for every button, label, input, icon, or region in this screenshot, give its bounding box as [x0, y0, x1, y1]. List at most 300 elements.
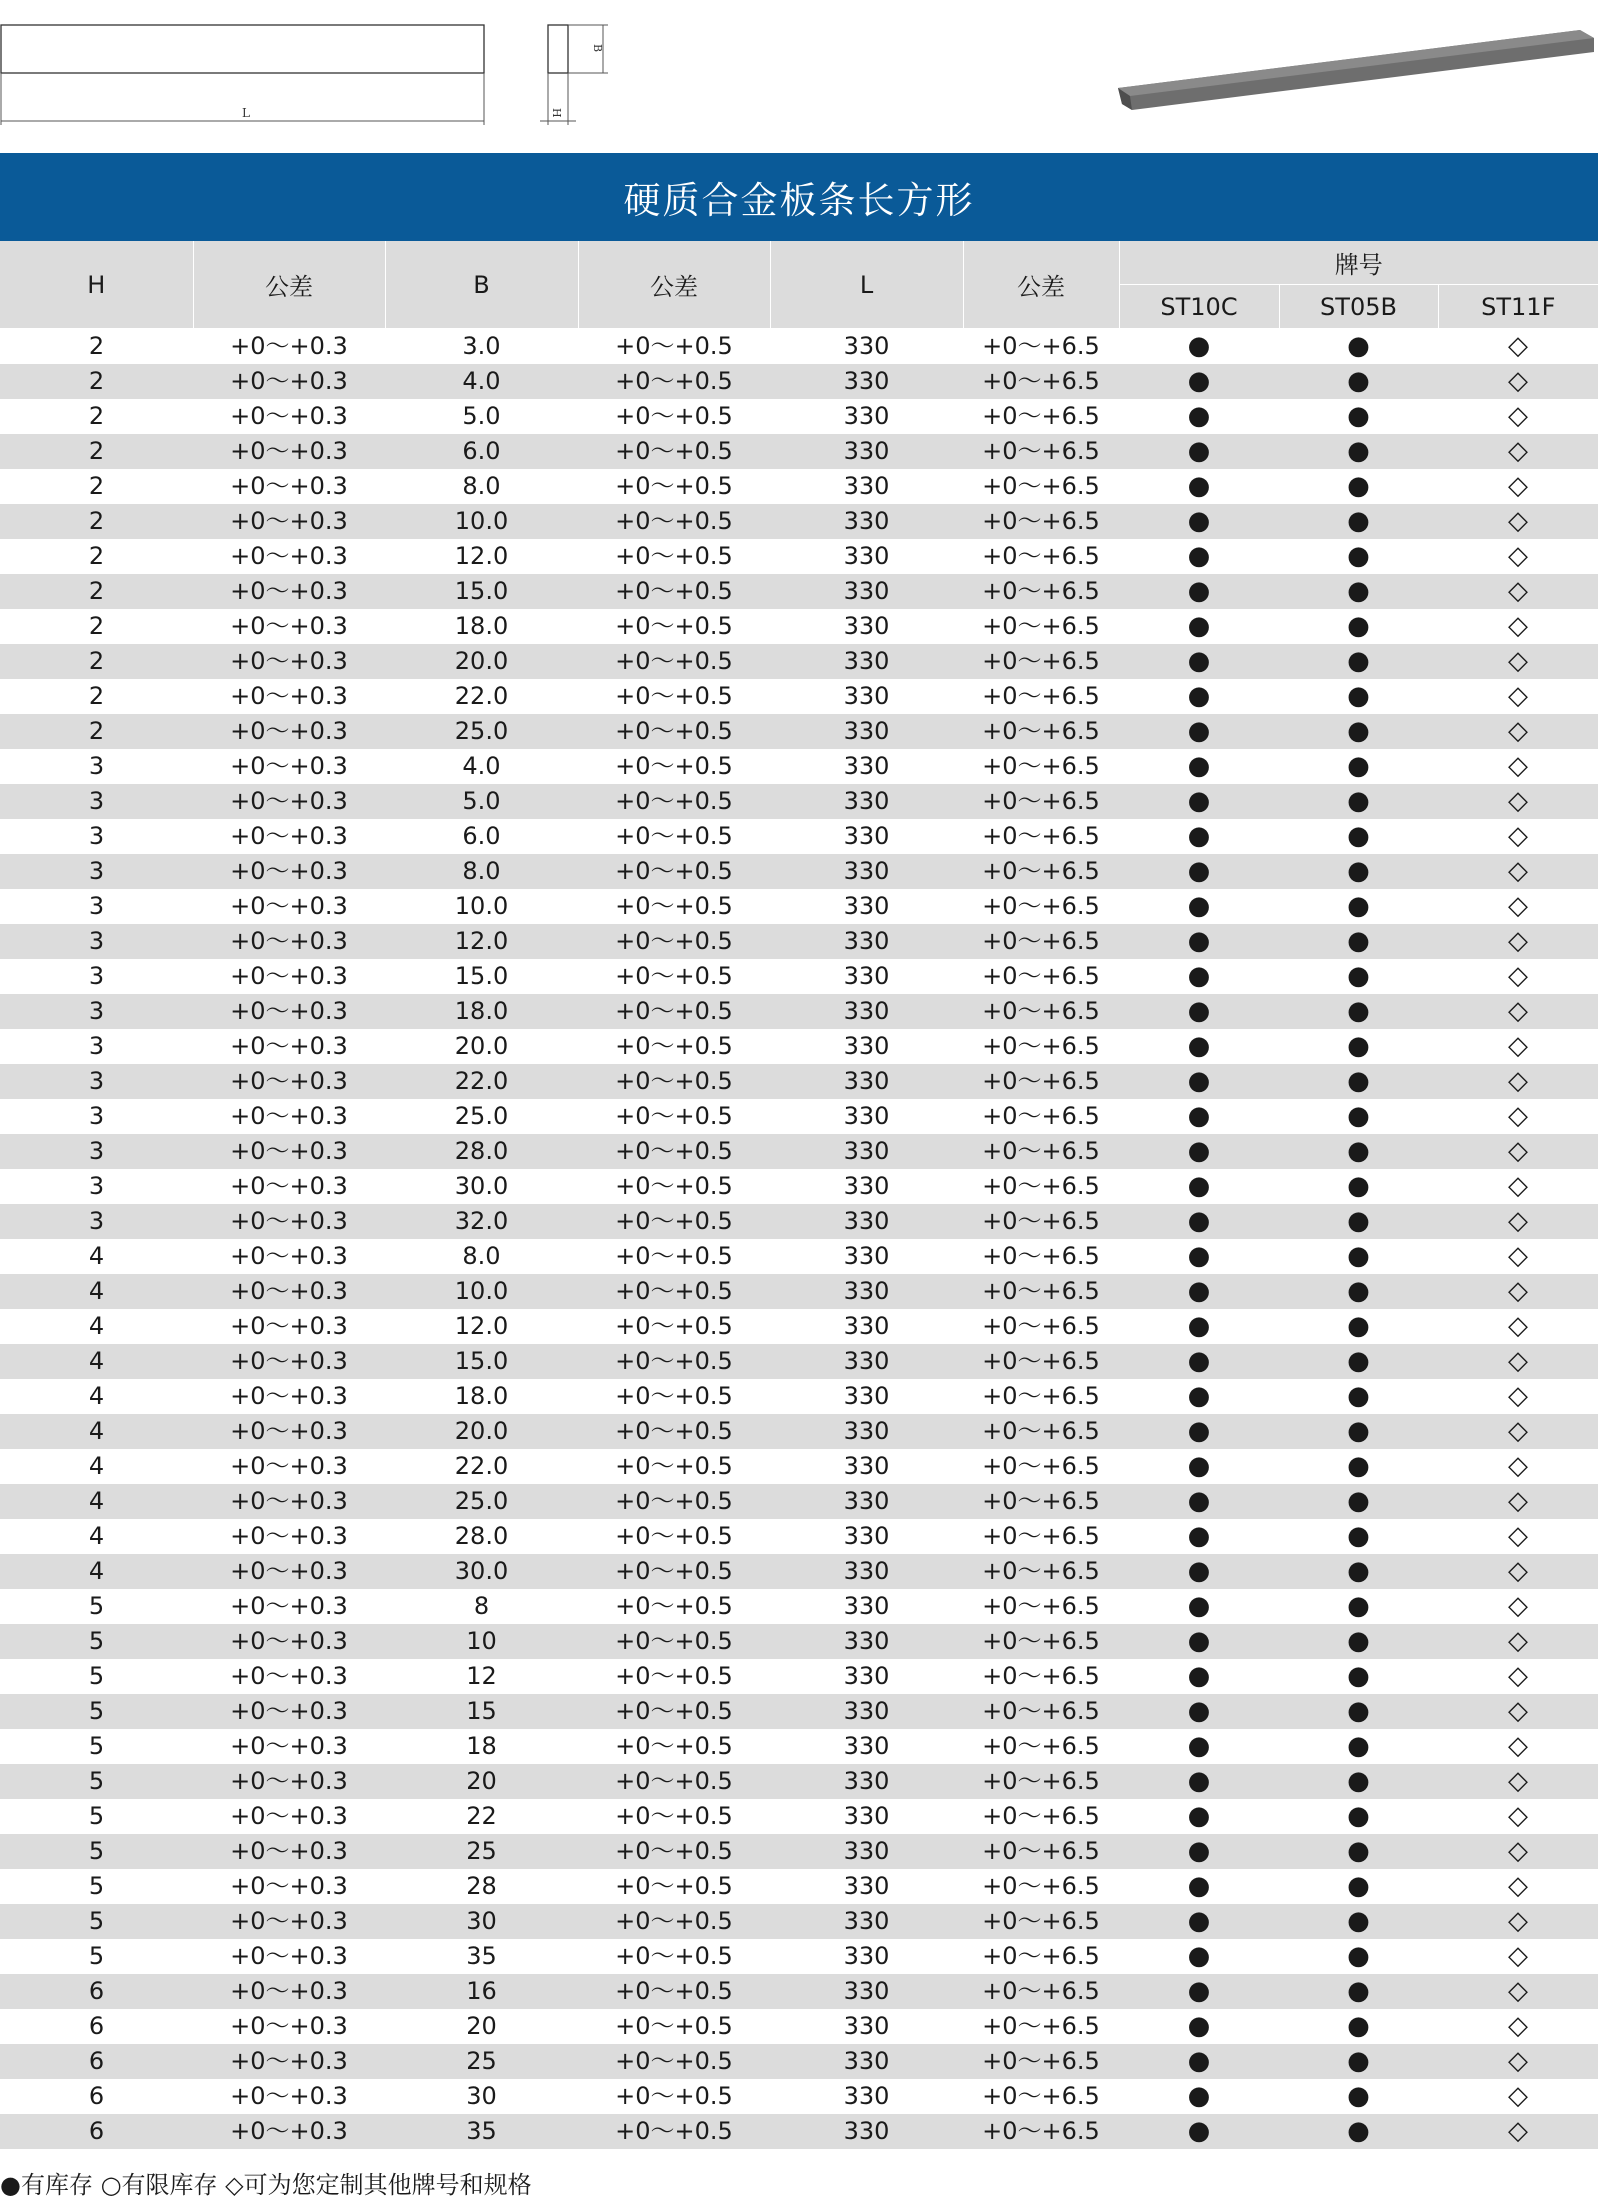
- cell-tolerance-b: +0～+0.5: [578, 714, 770, 749]
- cell-h: 5: [88, 1872, 105, 1900]
- cell-h: 3: [0, 854, 193, 889]
- cell-st10c: ●: [1119, 644, 1279, 679]
- cell-l: 330: [843, 1102, 890, 1130]
- cell-tolerance-h: +0～+0.3: [193, 1834, 385, 1869]
- cell-st10c: ●: [1119, 1624, 1279, 1659]
- cell-h: 5: [88, 1592, 105, 1620]
- cell-l: 330: [843, 402, 890, 430]
- cell-tolerance-h: +0～+0.3: [230, 332, 348, 360]
- cell-st05b: ●: [1279, 1834, 1438, 1869]
- table-row: [0, 2079, 1598, 2114]
- label-B: B: [591, 44, 604, 53]
- cell-tolerance-h: +0～+0.3: [230, 1872, 348, 1900]
- cell-st11f: ◇: [1438, 1694, 1598, 1729]
- cell-st10c: ●: [1187, 471, 1211, 501]
- cell-st05b: ●: [1279, 2044, 1438, 2079]
- cell-b: 30: [466, 2082, 497, 2110]
- cell-st10c: ●: [1119, 434, 1279, 469]
- cell-tolerance-b: +0～+0.5: [615, 822, 733, 850]
- cell-h: 5: [0, 1904, 193, 1939]
- cell-st05b: ●: [1347, 611, 1370, 641]
- table-row: [0, 1029, 1598, 1064]
- cell-st10c: ●: [1119, 1764, 1279, 1799]
- cell-st10c: ●: [1187, 1311, 1211, 1341]
- cell-st05b: ●: [1279, 364, 1438, 399]
- cell-l: 330: [843, 1942, 890, 1970]
- cell-tolerance-l: +0～+6.5: [982, 1802, 1100, 1830]
- cell-st05b: ●: [1347, 1521, 1370, 1551]
- cell-tolerance-b: +0～+0.5: [578, 364, 770, 399]
- cell-tolerance-h: +0～+0.3: [230, 1102, 348, 1130]
- cell-l: 330: [843, 1172, 890, 1200]
- cell-l: 330: [843, 2012, 890, 2040]
- cell-tolerance-h: +0～+0.3: [230, 752, 348, 780]
- cell-l: 330: [843, 542, 890, 570]
- cell-tolerance-h: +0～+0.3: [193, 1204, 385, 1239]
- cell-h: 5: [88, 1802, 105, 1830]
- cell-st10c: ●: [1119, 2044, 1279, 2079]
- table-row: [0, 399, 1598, 434]
- table-row: [0, 1974, 1598, 2009]
- cell-st05b: ●: [1279, 1134, 1438, 1169]
- cell-tolerance-h: +0～+0.3: [193, 1694, 385, 1729]
- cell-tolerance-l: +0～+6.5: [963, 994, 1119, 1029]
- cell-l: 330: [843, 752, 890, 780]
- cell-st11f: ◇: [1438, 1344, 1598, 1379]
- cell-h: 4: [88, 1242, 105, 1270]
- bar-side-view: [548, 25, 568, 73]
- cell-tolerance-h: +0～+0.3: [230, 542, 348, 570]
- cell-tolerance-l: +0～+6.5: [982, 542, 1100, 570]
- cell-tolerance-b: +0～+0.5: [615, 892, 733, 920]
- cell-tolerance-h: +0～+0.3: [193, 1274, 385, 1309]
- cell-st05b: ●: [1347, 331, 1370, 361]
- cell-st10c: ●: [1119, 1274, 1279, 1309]
- cell-l: 330: [843, 682, 890, 710]
- cell-tolerance-b: +0～+0.5: [615, 1312, 733, 1340]
- cell-tolerance-h: +0～+0.3: [193, 504, 385, 539]
- cell-l: 330: [843, 1382, 890, 1410]
- cell-tolerance-l: +0～+6.5: [982, 962, 1100, 990]
- cell-tolerance-b: +0～+0.5: [578, 1344, 770, 1379]
- cell-tolerance-h: +0～+0.3: [193, 644, 385, 679]
- cell-tolerance-h: +0～+0.3: [230, 1662, 348, 1690]
- cell-tolerance-b: +0～+0.5: [615, 1872, 733, 1900]
- cell-tolerance-l: +0～+6.5: [963, 1274, 1119, 1309]
- cell-b: 20.0: [385, 1414, 578, 1449]
- table-row: [0, 1554, 1598, 1589]
- table-row: [0, 1764, 1598, 1799]
- cell-st05b: ●: [1279, 1624, 1438, 1659]
- cell-b: 25: [385, 2044, 578, 2079]
- cell-tolerance-b: +0～+0.5: [578, 434, 770, 469]
- table-row: [0, 1834, 1598, 1869]
- cell-tolerance-l: +0～+6.5: [982, 2082, 1100, 2110]
- cell-tolerance-l: +0～+6.5: [963, 784, 1119, 819]
- cell-b: 20: [385, 1764, 578, 1799]
- cell-tolerance-b: +0～+0.5: [578, 1274, 770, 1309]
- cell-st05b: ●: [1347, 1661, 1370, 1691]
- cell-tolerance-l: +0～+6.5: [963, 1834, 1119, 1869]
- cell-st05b: ●: [1347, 821, 1370, 851]
- cell-st05b: ●: [1347, 1241, 1370, 1271]
- cell-tolerance-h: +0～+0.3: [193, 854, 385, 889]
- cell-st11f: ◇: [1508, 541, 1529, 571]
- cell-b: 12: [466, 1662, 497, 1690]
- cell-tolerance-b: +0～+0.5: [578, 2044, 770, 2079]
- cell-tolerance-l: +0～+6.5: [963, 1064, 1119, 1099]
- cell-l: 330: [770, 1974, 963, 2009]
- cell-tolerance-l: +0～+6.5: [982, 1242, 1100, 1270]
- cell-st05b: ●: [1347, 961, 1370, 991]
- cell-tolerance-l: +0～+6.5: [963, 434, 1119, 469]
- cell-b: 8: [473, 1592, 490, 1620]
- table-row: [0, 329, 1598, 365]
- cell-st11f: ◇: [1438, 2044, 1598, 2079]
- header-tolerance-l: 公差: [963, 241, 1119, 329]
- cell-tolerance-l: +0～+6.5: [982, 1102, 1100, 1130]
- cell-b: 30: [385, 1904, 578, 1939]
- cell-st10c: ●: [1119, 2114, 1279, 2149]
- cell-st11f: ◇: [1508, 1521, 1529, 1551]
- cell-st11f: ◇: [1438, 1974, 1598, 2009]
- cell-tolerance-l: +0～+6.5: [963, 504, 1119, 539]
- cell-tolerance-l: +0～+6.5: [982, 1522, 1100, 1550]
- cell-l: 330: [843, 1732, 890, 1760]
- cell-tolerance-h: +0～+0.3: [230, 1732, 348, 1760]
- cell-tolerance-b: +0～+0.5: [615, 752, 733, 780]
- cell-b: 18.0: [385, 994, 578, 1029]
- cell-tolerance-h: +0～+0.3: [193, 434, 385, 469]
- table-row: [0, 1519, 1598, 1554]
- cell-b: 10: [385, 1624, 578, 1659]
- cell-st05b: ●: [1347, 1171, 1370, 1201]
- cell-st11f: ◇: [1438, 2114, 1598, 2149]
- cell-st10c: ●: [1119, 1974, 1279, 2009]
- cell-tolerance-l: +0～+6.5: [982, 1732, 1100, 1760]
- cell-st10c: ●: [1119, 994, 1279, 1029]
- cell-st11f: ◇: [1438, 364, 1598, 399]
- header-grade-st11f: ST11F: [1438, 285, 1598, 329]
- cell-tolerance-b: +0～+0.5: [578, 1834, 770, 1869]
- cell-st05b: ●: [1279, 854, 1438, 889]
- cell-st10c: ●: [1187, 1381, 1211, 1411]
- cell-tolerance-b: +0～+0.5: [578, 1974, 770, 2009]
- table-row: [0, 959, 1598, 994]
- cell-l: 330: [770, 364, 963, 399]
- cell-tolerance-b: +0～+0.5: [578, 1064, 770, 1099]
- cell-st05b: ●: [1279, 924, 1438, 959]
- cell-h: 2: [0, 644, 193, 679]
- cell-b: 15.0: [454, 962, 509, 990]
- cell-st05b: ●: [1347, 891, 1370, 921]
- cell-st05b: ●: [1347, 2011, 1370, 2041]
- cell-b: 25.0: [454, 1102, 509, 1130]
- cell-tolerance-h: +0～+0.3: [193, 1484, 385, 1519]
- cell-st11f: ◇: [1508, 1311, 1529, 1341]
- cell-tolerance-l: +0～+6.5: [963, 1414, 1119, 1449]
- cell-st05b: ●: [1347, 1731, 1370, 1761]
- cell-b: 4.0: [385, 364, 578, 399]
- table-row: [0, 994, 1598, 1029]
- cell-st05b: ●: [1279, 1344, 1438, 1379]
- cell-st10c: ●: [1187, 401, 1211, 431]
- cell-st11f: ◇: [1438, 1554, 1598, 1589]
- cell-b: 5.0: [385, 784, 578, 819]
- table-row: [0, 539, 1598, 574]
- cell-st10c: ●: [1187, 681, 1211, 711]
- cell-st05b: ●: [1347, 681, 1370, 711]
- cell-l: 330: [770, 574, 963, 609]
- cell-b: 4.0: [462, 752, 501, 780]
- cell-h: 4: [0, 1344, 193, 1379]
- cell-st10c: ●: [1187, 961, 1211, 991]
- cell-st10c: ●: [1187, 1731, 1211, 1761]
- cell-h: 2: [0, 434, 193, 469]
- cell-h: 2: [88, 542, 105, 570]
- cell-tolerance-b: +0～+0.5: [615, 1522, 733, 1550]
- cell-st11f: ◇: [1438, 994, 1598, 1029]
- cell-l: 330: [770, 854, 963, 889]
- cell-l: 330: [843, 1872, 890, 1900]
- cell-st11f: ◇: [1438, 504, 1598, 539]
- cell-tolerance-l: +0～+6.5: [963, 1344, 1119, 1379]
- cell-tolerance-l: +0～+6.5: [963, 2044, 1119, 2079]
- cell-st11f: ◇: [1438, 1204, 1598, 1239]
- cell-tolerance-h: +0～+0.3: [230, 962, 348, 990]
- table-row: [0, 1729, 1598, 1764]
- cell-tolerance-b: +0～+0.5: [578, 994, 770, 1029]
- cell-h: 3: [0, 1064, 193, 1099]
- cell-st05b: ●: [1279, 1764, 1438, 1799]
- cell-st10c: ●: [1187, 1591, 1211, 1621]
- cell-l: 330: [770, 1554, 963, 1589]
- cell-h: 4: [88, 1382, 105, 1410]
- cell-st11f: ◇: [1508, 1381, 1529, 1411]
- cell-b: 18.0: [454, 1382, 509, 1410]
- cell-st10c: ●: [1187, 1941, 1211, 1971]
- cell-st10c: ●: [1187, 331, 1211, 361]
- cell-b: 10.0: [454, 892, 509, 920]
- cell-l: 330: [843, 892, 890, 920]
- cell-h: 3: [88, 892, 105, 920]
- cell-st10c: ●: [1119, 574, 1279, 609]
- cell-st11f: ◇: [1438, 714, 1598, 749]
- cell-tolerance-l: +0～+6.5: [982, 1662, 1100, 1690]
- cell-b: 20.0: [454, 1032, 509, 1060]
- cell-tolerance-h: +0～+0.3: [230, 402, 348, 430]
- cell-h: 6: [0, 1974, 193, 2009]
- cell-st11f: ◇: [1438, 1064, 1598, 1099]
- cell-tolerance-l: +0～+6.5: [982, 612, 1100, 640]
- header-grade-st05b: ST05B: [1279, 285, 1438, 329]
- cell-st11f: ◇: [1438, 1134, 1598, 1169]
- cell-h: 6: [0, 2044, 193, 2079]
- cell-b: 8.0: [462, 1242, 501, 1270]
- cell-h: 4: [88, 1312, 105, 1340]
- cell-st05b: ●: [1347, 1381, 1370, 1411]
- cell-st05b: ●: [1279, 784, 1438, 819]
- cell-st10c: ●: [1187, 891, 1211, 921]
- table-row: [0, 1344, 1598, 1379]
- cell-st11f: ◇: [1438, 644, 1598, 679]
- cell-h: 3: [0, 924, 193, 959]
- cell-b: 22: [466, 1802, 497, 1830]
- cell-st05b: ●: [1279, 644, 1438, 679]
- cell-st11f: ◇: [1508, 891, 1529, 921]
- cell-tolerance-h: +0～+0.3: [193, 1624, 385, 1659]
- cell-st10c: ●: [1119, 924, 1279, 959]
- table-row: [0, 504, 1598, 539]
- cell-tolerance-h: +0～+0.3: [230, 1802, 348, 1830]
- cell-tolerance-b: +0～+0.5: [615, 1662, 733, 1690]
- cell-tolerance-h: +0～+0.3: [230, 1382, 348, 1410]
- table-row: [0, 714, 1598, 749]
- cell-b: 16: [385, 1974, 578, 2009]
- table-row: [0, 924, 1598, 959]
- cell-st11f: ◇: [1508, 1101, 1529, 1131]
- cell-h: 2: [0, 364, 193, 399]
- cell-tolerance-b: +0～+0.5: [578, 1904, 770, 1939]
- cell-l: 330: [843, 1662, 890, 1690]
- cell-b: 3.0: [462, 332, 501, 360]
- cell-st05b: ●: [1347, 1031, 1370, 1061]
- cell-b: 22.0: [454, 682, 509, 710]
- table-row: [0, 1904, 1598, 1939]
- cell-tolerance-l: +0～+6.5: [963, 1694, 1119, 1729]
- cell-tolerance-b: +0～+0.5: [578, 924, 770, 959]
- cell-tolerance-h: +0～+0.3: [230, 1312, 348, 1340]
- cell-tolerance-h: +0～+0.3: [230, 1032, 348, 1060]
- cell-st10c: ●: [1119, 1834, 1279, 1869]
- cell-st11f: ◇: [1508, 1031, 1529, 1061]
- cell-b: 6.0: [385, 434, 578, 469]
- cell-tolerance-h: +0～+0.3: [193, 1064, 385, 1099]
- cell-tolerance-h: +0～+0.3: [193, 2114, 385, 2149]
- cell-st10c: ●: [1119, 854, 1279, 889]
- cell-tolerance-l: +0～+6.5: [982, 752, 1100, 780]
- table-row: [0, 2114, 1598, 2149]
- cell-st05b: ●: [1347, 541, 1370, 571]
- cell-tolerance-h: +0～+0.3: [230, 892, 348, 920]
- table-row: [0, 854, 1598, 889]
- cell-tolerance-b: +0～+0.5: [615, 1592, 733, 1620]
- table-row: [0, 1169, 1598, 1204]
- cell-h: 3: [88, 1102, 105, 1130]
- cell-b: 5.0: [462, 402, 501, 430]
- cell-h: 3: [0, 994, 193, 1029]
- header-tolerance-b: 公差: [578, 241, 770, 329]
- cell-tolerance-l: +0～+6.5: [963, 1484, 1119, 1519]
- cell-tolerance-h: +0～+0.3: [230, 682, 348, 710]
- table-row: [0, 1134, 1598, 1169]
- table-row: [0, 679, 1598, 714]
- cell-tolerance-b: +0～+0.5: [578, 574, 770, 609]
- cell-st05b: ●: [1279, 2114, 1438, 2149]
- cell-st10c: ●: [1119, 1694, 1279, 1729]
- cell-st11f: ◇: [1438, 924, 1598, 959]
- table-row: [0, 609, 1598, 644]
- cell-b: 32.0: [385, 1204, 578, 1239]
- cell-st10c: ●: [1119, 1064, 1279, 1099]
- cell-st10c: ●: [1119, 364, 1279, 399]
- legend: ●有库存 ○有限库存 ◇可为您定制其他牌号和规格: [0, 2171, 532, 2199]
- cell-tolerance-h: +0～+0.3: [193, 574, 385, 609]
- cell-h: 6: [0, 2114, 193, 2149]
- cell-h: 3: [0, 784, 193, 819]
- cell-tolerance-b: +0～+0.5: [578, 2114, 770, 2149]
- cell-tolerance-b: +0～+0.5: [578, 1624, 770, 1659]
- cell-st11f: ◇: [1508, 1801, 1529, 1831]
- cell-tolerance-l: +0～+6.5: [963, 364, 1119, 399]
- table-row: [0, 1239, 1598, 1274]
- cell-st11f: ◇: [1508, 331, 1529, 361]
- cell-st10c: ●: [1187, 751, 1211, 781]
- cell-st10c: ●: [1119, 714, 1279, 749]
- cell-tolerance-l: +0～+6.5: [963, 574, 1119, 609]
- cell-l: 330: [770, 1904, 963, 1939]
- cell-st11f: ◇: [1508, 821, 1529, 851]
- cell-tolerance-h: +0～+0.3: [193, 2044, 385, 2079]
- cell-b: 22.0: [454, 1452, 509, 1480]
- cell-l: 330: [770, 1274, 963, 1309]
- cell-l: 330: [770, 504, 963, 539]
- cell-st11f: ◇: [1438, 1624, 1598, 1659]
- cell-st05b: ●: [1279, 574, 1438, 609]
- cell-tolerance-h: +0～+0.3: [193, 994, 385, 1029]
- cell-h: 4: [0, 1484, 193, 1519]
- cell-tolerance-b: +0～+0.5: [578, 1134, 770, 1169]
- cell-tolerance-b: +0～+0.5: [615, 2082, 733, 2110]
- cell-b: 15.0: [385, 1344, 578, 1379]
- cell-tolerance-l: +0～+6.5: [963, 924, 1119, 959]
- cell-b: 18: [466, 1732, 497, 1760]
- table-row: [0, 364, 1598, 399]
- cell-h: 6: [88, 2012, 105, 2040]
- cell-l: 330: [770, 1764, 963, 1799]
- cell-st10c: ●: [1187, 1661, 1211, 1691]
- cell-st10c: ●: [1119, 1414, 1279, 1449]
- cell-tolerance-h: +0～+0.3: [193, 784, 385, 819]
- cell-h: 3: [88, 962, 105, 990]
- table-row: [0, 1484, 1598, 1519]
- cell-h: 2: [88, 682, 105, 710]
- table-row: [0, 1309, 1598, 1344]
- cell-st10c: ●: [1119, 1554, 1279, 1589]
- cell-tolerance-h: +0～+0.3: [193, 1554, 385, 1589]
- cell-tolerance-l: +0～+6.5: [963, 1204, 1119, 1239]
- cell-tolerance-l: +0～+6.5: [963, 1134, 1119, 1169]
- cell-st11f: ◇: [1438, 434, 1598, 469]
- cell-st05b: ●: [1279, 1484, 1438, 1519]
- cell-tolerance-b: +0～+0.5: [615, 1102, 733, 1130]
- cell-h: 5: [88, 1732, 105, 1760]
- cell-st05b: ●: [1279, 504, 1438, 539]
- cell-l: 330: [843, 472, 890, 500]
- cell-st10c: ●: [1187, 1521, 1211, 1551]
- cell-st05b: ●: [1279, 434, 1438, 469]
- cell-b: 30.0: [454, 1172, 509, 1200]
- cell-l: 330: [770, 1414, 963, 1449]
- cell-tolerance-h: +0～+0.3: [193, 1414, 385, 1449]
- cell-st11f: ◇: [1438, 1414, 1598, 1449]
- cell-b: 35: [385, 2114, 578, 2149]
- technical-drawing: [0, 0, 1600, 153]
- cell-l: 330: [770, 994, 963, 1029]
- cell-tolerance-b: +0～+0.5: [615, 612, 733, 640]
- cell-st05b: ●: [1347, 1311, 1370, 1341]
- table-header: [0, 241, 1598, 329]
